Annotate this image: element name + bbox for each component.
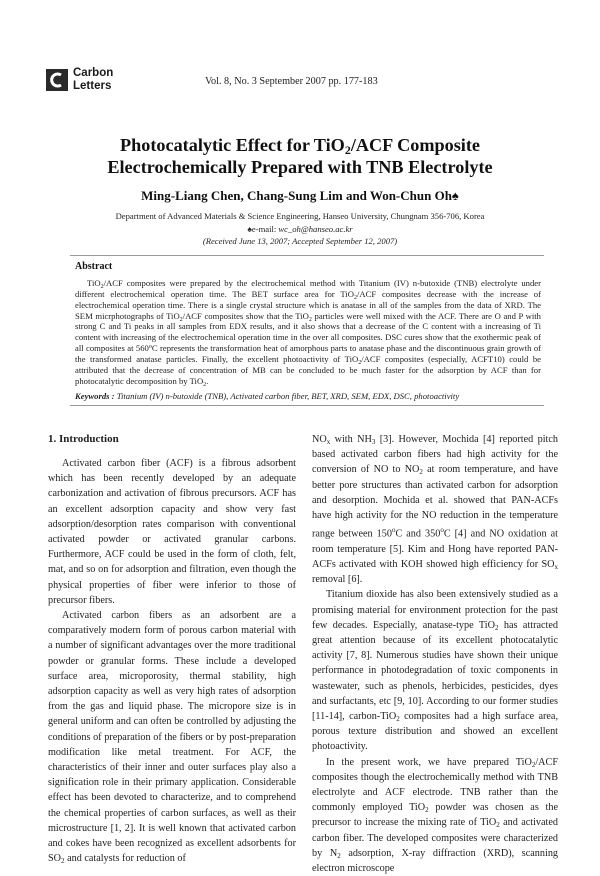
affiliation-dept: Department of Advanced Materials & Science Engineering, Hanseo University, Chungnam 356-706, Korea	[115, 211, 485, 221]
paragraph: Titanium dioxide has also been extensively studied as a promising material for environment protection for the past few decades. Especially, anatase-type TiO$_2$ has attracted great attention because of its excellent photocatalytic activity [7, 8]. Numerous studies have shown their unique performance in photodegradation of toxic components in wastewater, such as phenols, herbicides, pesticides, dyes and surfactants, etc [9, 10]. According to our former studies [11-14], carbon-TiO$_2$ composites had a high surface area, porous texture distribution and showed an excellent photoactivity.	[312, 589, 558, 753]
journal-info: Vol. 8, No. 3 September 2007 pp. 177-183	[205, 76, 378, 87]
title-line1-post: /ACF Composite	[350, 135, 480, 155]
paragraph: $NO_x$ with $NH_3$ [3]. However, Mochida [4] reported pitch based activated carbon fibers had high activity for the conversion of NO to $NO_2$ at room temperature, and have better pore structures than activated carbon for adsorption and desorption. Mochida et al. showed that PAN-ACFs have high activity for the NO reduction in the temperature range between 150$^o$C and 350$^o$C [4] and NO oxidation at room temperature [5]. Kim and Hong have reported PAN-ACFs activated with KOH showed high efficiency for $SO_x$ removal [6].	[312, 434, 559, 586]
abstract-text: TiO$_2$/ACF composites were prepared by the electrochemical method with Titanium (IV) n-butoxide (TNB) electrolyte under different electrochemical operation time. The BET surface area for TiO$_2$/ACF composites decrease with the increase of electrochemical operation time. There is a single crystal structure which is anatase in all of the samples from the data of XRD. The SEM micrphotographs of TiO$_2$/ACF composites show that the TiO$_2$ particles were well mixed with the ACF. There are O and P with strong C and Ti peaks in all samples from EDX results, and it also shows that a decrease of the C content with a increasing of Ti content with increasing of the electrochemical operation time in the over all composites. DSC cures show that the exothermic peak of all composites at 560$^o$C represents the transformation heat of amorphous parts to anatase phase and the discontinuous grain growth of the transformed anatase particles. Finally, the excellent photoactivity of TiO$_2$/ACF composites (especially, ACFT10) could be attributed that the decrease of concentration of MB can be concluded to be much faster for the adsorption by ACF than for photocatalytic decomposition by TiO$_2$.	[75, 278, 542, 388]
title-line1-sub: 2	[344, 143, 351, 157]
abstract-heading: Abstract	[75, 261, 113, 272]
email-link[interactable]: wc_oh@hanseo.ac.kr	[278, 223, 353, 234]
keywords-text: Titanium (IV) n-butoxide (TNB), Activated carbon fiber, BET, XRD, SEM, EDX, DSC, photoactivity	[116, 391, 460, 401]
journal-logo-text	[73, 67, 113, 93]
body-column-right	[312, 432, 558, 876]
paragraph: Activated carbon fibers as an adsorbent are a comparatively modern form of porous carbon material with a number of significant advantages over the more traditional powder or granular forms. These include a developed surface area, microporosity, thermal stability, high adsorption capacity as well as very high rates of adsorption from the gas and liquid phase. The micropore size is in general uniform and can often be controlled by adjusting the conditions of preparation of the fibers or by post-preparation modification like metal treatment. For ACF, the characteristics of their inner and outer surfaces play also a signification role in their primary application. Considerable effect has been devoted to characterize, and to comprehend the chemical properties of carbon surfaces, as well as their microstructure [1, 2]. It is well known that activated carbon and cokes have been recognized as excellent adsorbents for $SO_2$ and catalysts for reduction of	[48, 610, 296, 866]
body-column-left	[48, 432, 296, 866]
logo-line-2: Letters	[73, 80, 112, 92]
title-line1-pre: Photocatalytic Effect for TiO	[120, 135, 345, 155]
affiliation	[0, 210, 600, 248]
paragraph: Activated carbon fiber (ACF) is a fibrous adsorbent which has been recently developed by an adequate carbonization and activation of fibrous precursors. ACF has an excellent adsorption capacity and show very fast adsorption/desorption rates comparison with conventional activated powder or activated granular carbons. Furthermore, ACF could be used in the form of cloth, felt, mat, and so on for adsorption and filtration, even though the physical properties of fiber were inferior to those of precursor fibers.	[48, 458, 296, 606]
keywords-label: Keywords :	[75, 391, 117, 401]
section-heading: 1. Introduction	[48, 433, 119, 445]
abstract-divider	[70, 405, 544, 406]
title-line2: Electrochemically Prepared with TNB Electrolyte	[107, 157, 493, 177]
received-dates: (Received June 13, 2007; Accepted September 12, 2007)	[202, 236, 398, 247]
keywords	[75, 391, 541, 401]
authors: Ming-Liang Chen, Chang-Sung Lim and Won-Chun Oh♠	[141, 188, 459, 203]
logo-line-1: Carbon	[73, 67, 114, 79]
journal-logo-icon	[46, 69, 68, 91]
email-label: ♠e-mail:	[247, 223, 279, 234]
paragraph: In the present work, we have prepared TiO$_2$/ACF composites though the electrochemically method with TNB electrolyte and ACF electrode. TNB rather than the commonly employed TiO$_2$ powder was chosen as the precursor to increase the mixing rate of TiO$_2$ and activated carbon fiber. The developed composites were characterized by $N_2$ adsorption, X-ray diffraction (XRD), scanning electron microscope	[312, 756, 559, 875]
paper-title	[0, 134, 600, 178]
